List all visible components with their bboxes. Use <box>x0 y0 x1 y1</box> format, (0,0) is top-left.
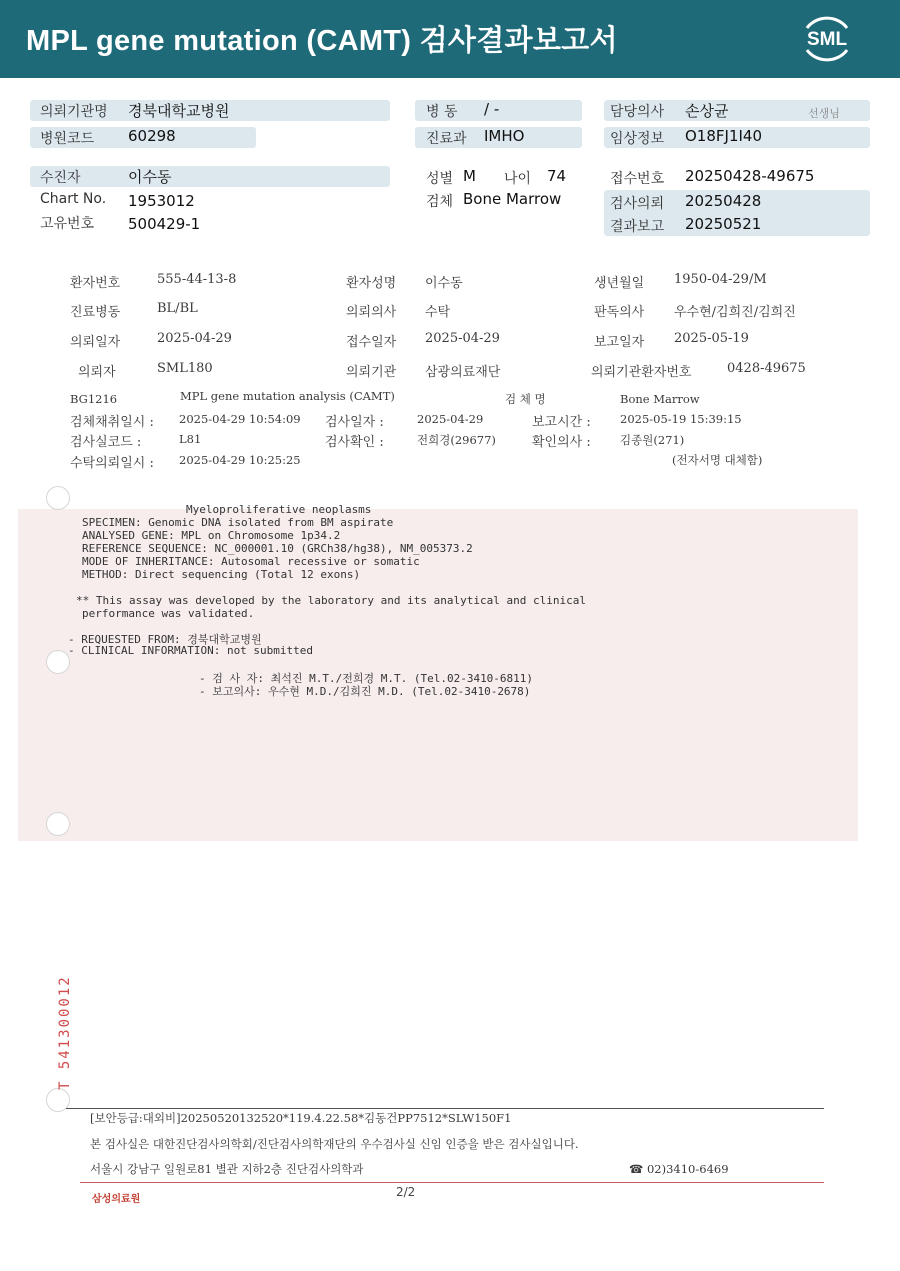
collect-time: 2025-04-29 10:54:09 <box>179 412 301 426</box>
clinical-info: O18FJ1I40 <box>685 127 762 145</box>
unique-number: 500429-1 <box>128 215 201 233</box>
certification-line: 본 검사실은 대한진단검사의학회/진단검사의학재단의 우수검사실 신임 인증을 받은 검사실입니다. <box>90 1137 579 1151</box>
unique-label: 고유번호 <box>40 216 95 232</box>
doctor-suffix: 선생님 <box>808 107 840 120</box>
request-label: 검사의뢰 <box>610 196 665 212</box>
sex: M <box>463 167 476 185</box>
logo-text: SML <box>806 29 848 50</box>
phone-line: ☎ 02)3410-6469 <box>629 1162 729 1176</box>
validation-note: ** This assay was developed by the laboratory and its analytical and clinical <box>76 594 586 607</box>
sex-label: 성별 <box>426 171 454 187</box>
footer-divider <box>66 1108 824 1109</box>
scan-value: 수탁 <box>425 305 451 320</box>
punch-hole <box>46 812 70 836</box>
test-date: 2025-04-29 <box>417 412 484 426</box>
requested-from: - REQUESTED FROM: 경북대학교병원 <box>68 633 262 646</box>
report-time-label: 보고시간 : <box>532 415 591 430</box>
specimen-label: 검체 <box>426 194 454 210</box>
reporter-line: - 보고의사: 우수현 M.D./김희진 M.D. (Tel.02-3410-2678) <box>199 685 531 698</box>
sml-logo <box>797 12 857 66</box>
esign-note: (전자서명 대체함) <box>672 453 763 467</box>
scan-value: 555-44-13-8 <box>157 272 237 287</box>
scan-label: 의뢰자 <box>78 365 116 380</box>
doctor: 손상균 <box>685 102 729 120</box>
ward: / - <box>484 100 500 118</box>
result-line: SPECIMEN: Genomic DNA isolated from BM aspirate <box>82 516 394 529</box>
clinical-information: - CLINICAL INFORMATION: not submitted <box>68 644 314 657</box>
scan-value: 2025-04-29 <box>157 331 232 346</box>
scan-value: SML180 <box>157 361 213 376</box>
hospital-code-label: 병원코드 <box>40 131 95 147</box>
outsource-label: 수탁의뢰일시 : <box>70 456 154 471</box>
scan-label: 환자번호 <box>70 276 121 291</box>
lab-code-label: 검사실코드 : <box>70 435 142 450</box>
clinical-label: 임상정보 <box>610 131 665 147</box>
scan-label: 판독의사 <box>594 305 645 320</box>
vertical-barcode-number: T 541300012 <box>57 975 73 1090</box>
scan-value: 이수동 <box>425 276 463 291</box>
test-name: MPL gene mutation analysis (CAMT) <box>180 389 395 403</box>
footer-divider-red <box>80 1182 824 1183</box>
scan-label: 의뢰일자 <box>70 335 121 350</box>
ref-institution-label: 의뢰기관명 <box>40 104 108 120</box>
scan-value: 1950-04-29/M <box>674 272 767 287</box>
scan-label: 의뢰기관환자번호 <box>591 365 692 380</box>
punch-hole <box>46 650 70 674</box>
confirm-doctor: 김종원(271) <box>620 433 685 447</box>
ward-label: 병 동 <box>426 104 458 120</box>
test-date-label: 검사일자 : <box>325 415 384 430</box>
patient-label: 수진자 <box>40 170 81 186</box>
result-line: ANALYSED GENE: MPL on Chromosome 1p34.2 <box>82 529 341 542</box>
outsource-time: 2025-04-29 10:25:25 <box>179 453 301 467</box>
hospital-logo-text: 삼성의료원 <box>92 1194 141 1205</box>
address-line: 서울시 강남구 일원로81 별관 지하2층 진단검사의학과 <box>90 1162 364 1176</box>
validation-note: performance was validated. <box>82 607 255 620</box>
hospital-code: 60298 <box>128 127 176 145</box>
scan-label: 진료병동 <box>70 305 121 320</box>
report-time: 2025-05-19 15:39:15 <box>620 412 742 426</box>
ref-institution: 경북대학교병원 <box>128 102 230 120</box>
scan-value: 우수현/김희진/김희진 <box>674 305 796 320</box>
request-date: 20250428 <box>685 192 762 210</box>
age-label: 나이 <box>504 171 532 187</box>
specimen: Bone Marrow <box>463 190 562 208</box>
specimen-name-label: 검 체 명 <box>505 392 546 406</box>
scan-value: BL/BL <box>157 301 198 316</box>
scan-label: 의뢰기관 <box>346 365 397 380</box>
scan-label: 보고일자 <box>594 335 645 350</box>
scan-value: 삼광의료재단 <box>425 365 501 380</box>
scan-label: 접수일자 <box>346 335 397 350</box>
scan-label: 환자성명 <box>346 276 397 291</box>
lab-code: L81 <box>179 432 202 446</box>
security-line: [보안등급:대외비]20250520132520*119.4.22.58*김동건PP7512*SLW150F1 <box>90 1111 512 1125</box>
result-line: METHOD: Direct sequencing (Total 12 exons) <box>82 568 361 581</box>
confirm-person: 전희경(29677) <box>417 433 496 447</box>
chart-label: Chart No. <box>40 191 107 207</box>
page-number: 2/2 <box>396 1185 416 1199</box>
scan-value: 2025-04-29 <box>425 331 500 346</box>
department-label: 진료과 <box>426 131 467 147</box>
patient-name: 이수동 <box>128 168 172 186</box>
scan-label: 의뢰의사 <box>346 305 397 320</box>
doctor-label: 담당의사 <box>610 104 665 120</box>
report-date: 20250521 <box>685 215 762 233</box>
punch-hole <box>46 486 70 510</box>
scan-label: 생년월일 <box>594 276 645 291</box>
test-code: BG1216 <box>70 392 118 406</box>
confirm-doctor-label: 확인의사 : <box>532 435 591 450</box>
report-header <box>0 0 900 78</box>
band-patient <box>30 166 390 187</box>
tester-line: - 검 사 자: 최석진 M.T./전희경 M.T. (Tel.02-3410-6811) <box>199 672 534 685</box>
result-line: REFERENCE SEQUENCE: NC_000001.10 (GRCh38/hg38), NM_005373.2 <box>82 542 473 555</box>
receipt-number: 20250428-49675 <box>685 167 815 185</box>
scan-value: 0428-49675 <box>727 361 806 376</box>
confirm-label: 검사확인 : <box>325 435 384 450</box>
report-label: 결과보고 <box>610 219 665 235</box>
report-title: MPL gene mutation (CAMT) 검사결과보고서 <box>26 25 618 57</box>
scan-value: 2025-05-19 <box>674 331 749 346</box>
chart-number: 1953012 <box>128 192 195 210</box>
specimen-name: Bone Marrow <box>620 392 700 406</box>
department: IMHO <box>484 127 525 145</box>
age: 74 <box>547 167 567 185</box>
collect-label: 검체채취일시 : <box>70 415 154 430</box>
result-title: Myeloproliferative neoplasms <box>186 503 372 516</box>
receipt-label: 접수번호 <box>610 171 665 187</box>
result-line: MODE OF INHERITANCE: Autosomal recessive or somatic <box>82 555 420 568</box>
